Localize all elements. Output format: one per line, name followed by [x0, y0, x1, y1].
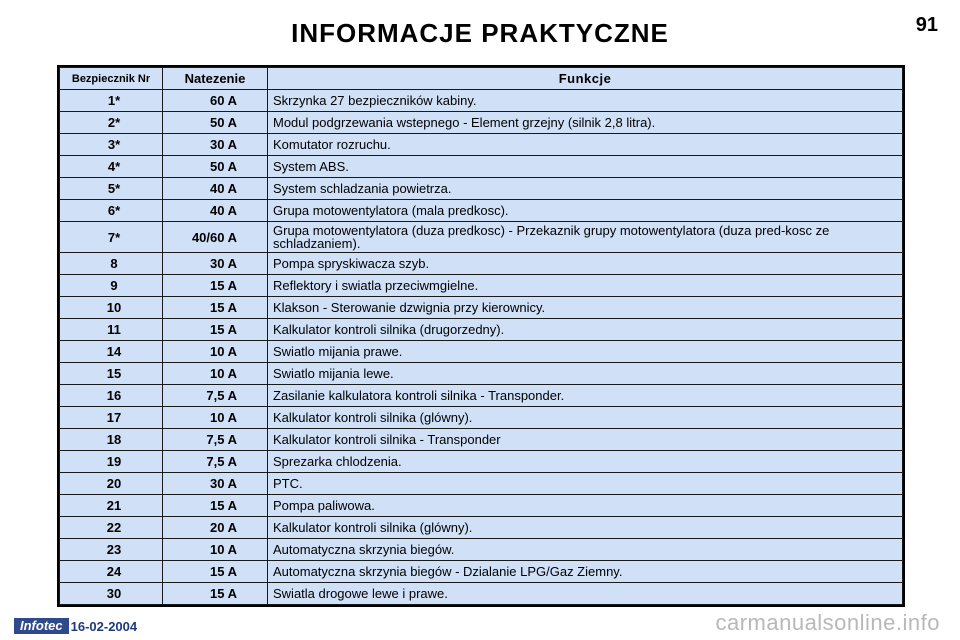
- amperage-cell: 15 A: [163, 561, 268, 583]
- amperage-cell: 15 A: [163, 495, 268, 517]
- table-row: [60, 517, 903, 539]
- amperage-cell: 50 A: [163, 156, 268, 178]
- fuse-number-cell: 24: [60, 561, 163, 583]
- amperage-cell: 30 A: [163, 253, 268, 275]
- table-row: [60, 473, 903, 495]
- table-row: [60, 561, 903, 583]
- fuse-number-cell: 10: [60, 297, 163, 319]
- function-cell: Pompa paliwowa.: [268, 495, 903, 517]
- table-row: [60, 178, 903, 200]
- amperage-cell: 15 A: [163, 583, 268, 605]
- fuse-table-container: [57, 65, 905, 607]
- amperage-cell: 20 A: [163, 517, 268, 539]
- fuse-number-cell: 4*: [60, 156, 163, 178]
- function-cell: Swiatlo mijania lewe.: [268, 363, 903, 385]
- amperage-cell: 7,5 A: [163, 451, 268, 473]
- function-cell: Kalkulator kontroli silnika - Transponder: [268, 429, 903, 451]
- table-row: [60, 222, 903, 253]
- fuse-table: [59, 67, 903, 605]
- amperage-cell: 10 A: [163, 539, 268, 561]
- publisher-logo: Infotec: [14, 618, 69, 634]
- fuse-number-cell: 5*: [60, 178, 163, 200]
- function-cell: Zasilanie kalkulatora kontroli silnika - Transponder.: [268, 385, 903, 407]
- column-header-amperage: Natezenie: [163, 68, 268, 90]
- function-cell: Swiatlo mijania prawe.: [268, 341, 903, 363]
- fuse-number-cell: 22: [60, 517, 163, 539]
- function-cell: Kalkulator kontroli silnika (glówny).: [268, 407, 903, 429]
- amperage-cell: 30 A: [163, 473, 268, 495]
- page-title: INFORMACJE PRAKTYCZNE: [291, 18, 669, 48]
- table-row: [60, 407, 903, 429]
- amperage-cell: 40 A: [163, 200, 268, 222]
- amperage-cell: 40 A: [163, 178, 268, 200]
- table-row: [60, 451, 903, 473]
- function-cell: Reflektory i swiatla przeciwmgielne.: [268, 275, 903, 297]
- table-row: [60, 275, 903, 297]
- function-cell: Swiatla drogowe lewe i prawe.: [268, 583, 903, 605]
- amperage-cell: 7,5 A: [163, 429, 268, 451]
- amperage-cell: 10 A: [163, 341, 268, 363]
- amperage-cell: 10 A: [163, 363, 268, 385]
- table-row: [60, 134, 903, 156]
- amperage-cell: 50 A: [163, 112, 268, 134]
- function-cell: Komutator rozruchu.: [268, 134, 903, 156]
- amperage-cell: 10 A: [163, 407, 268, 429]
- table-row: [60, 495, 903, 517]
- function-cell: Skrzynka 27 bezpieczników kabiny.: [268, 90, 903, 112]
- function-cell: System ABS.: [268, 156, 903, 178]
- fuse-number-cell: 19: [60, 451, 163, 473]
- amperage-cell: 60 A: [163, 90, 268, 112]
- fuse-number-cell: 20: [60, 473, 163, 495]
- fuse-number-cell: 11: [60, 319, 163, 341]
- page-number: 91: [915, 14, 938, 36]
- table-row: [60, 539, 903, 561]
- amperage-cell: 30 A: [163, 134, 268, 156]
- fuse-number-cell: 17: [60, 407, 163, 429]
- fuse-number-cell: 1*: [60, 90, 163, 112]
- fuse-number-cell: 3*: [60, 134, 163, 156]
- amperage-cell: 40/60 A: [163, 222, 268, 253]
- table-row: [60, 319, 903, 341]
- table-row: [60, 156, 903, 178]
- table-row: [60, 297, 903, 319]
- fuse-number-cell: 7*: [60, 222, 163, 253]
- fuse-number-cell: 15: [60, 363, 163, 385]
- function-cell: Sprezarka chlodzenia.: [268, 451, 903, 473]
- function-cell: Kalkulator kontroli silnika (glówny).: [268, 517, 903, 539]
- table-row: [60, 112, 903, 134]
- table-row: [60, 341, 903, 363]
- function-cell: Grupa motowentylatora (mala predkosc).: [268, 200, 903, 222]
- table-row: [60, 429, 903, 451]
- fuse-number-cell: 14: [60, 341, 163, 363]
- fuse-number-cell: 16: [60, 385, 163, 407]
- function-cell: Automatyczna skrzynia biegów - Dzialanie LPG/Gaz Ziemny.: [268, 561, 903, 583]
- table-row: [60, 363, 903, 385]
- function-cell: System schladzania powietrza.: [268, 178, 903, 200]
- column-header-functions: Funkcje: [268, 68, 903, 90]
- amperage-cell: 15 A: [163, 275, 268, 297]
- function-cell: Grupa motowentylatora (duza predkosc) - Przekaznik grupy motowentylatora (duza pred-kosc ze schladzaniem).: [268, 222, 903, 253]
- fuse-number-cell: 6*: [60, 200, 163, 222]
- function-cell: Kalkulator kontroli silnika (drugorzedny).: [268, 319, 903, 341]
- fuse-number-cell: 30: [60, 583, 163, 605]
- watermark: carmanualsonline.info: [715, 610, 940, 635]
- amperage-cell: 7,5 A: [163, 385, 268, 407]
- fuse-number-cell: 21: [60, 495, 163, 517]
- fuse-number-cell: 23: [60, 539, 163, 561]
- table-header-row: [60, 68, 903, 90]
- fuse-number-cell: 9: [60, 275, 163, 297]
- function-cell: Automatyczna skrzynia biegów.: [268, 539, 903, 561]
- fuse-number-cell: 8: [60, 253, 163, 275]
- function-cell: Klakson - Sterowanie dzwignia przy kierownicy.: [268, 297, 903, 319]
- column-header-fuse-number: Bezpiecznik Nr: [60, 68, 163, 90]
- function-cell: PTC.: [268, 473, 903, 495]
- function-cell: Modul podgrzewania wstepnego - Element grzejny (silnik 2,8 litra).: [268, 112, 903, 134]
- table-row: [60, 385, 903, 407]
- footer-date: 16-02-2004: [70, 618, 138, 634]
- table-row: [60, 90, 903, 112]
- amperage-cell: 15 A: [163, 319, 268, 341]
- amperage-cell: 15 A: [163, 297, 268, 319]
- table-row: [60, 253, 903, 275]
- footer: [14, 618, 137, 634]
- table-row: [60, 200, 903, 222]
- fuse-number-cell: 2*: [60, 112, 163, 134]
- table-row: [60, 583, 903, 605]
- fuse-number-cell: 18: [60, 429, 163, 451]
- function-cell: Pompa spryskiwacza szyb.: [268, 253, 903, 275]
